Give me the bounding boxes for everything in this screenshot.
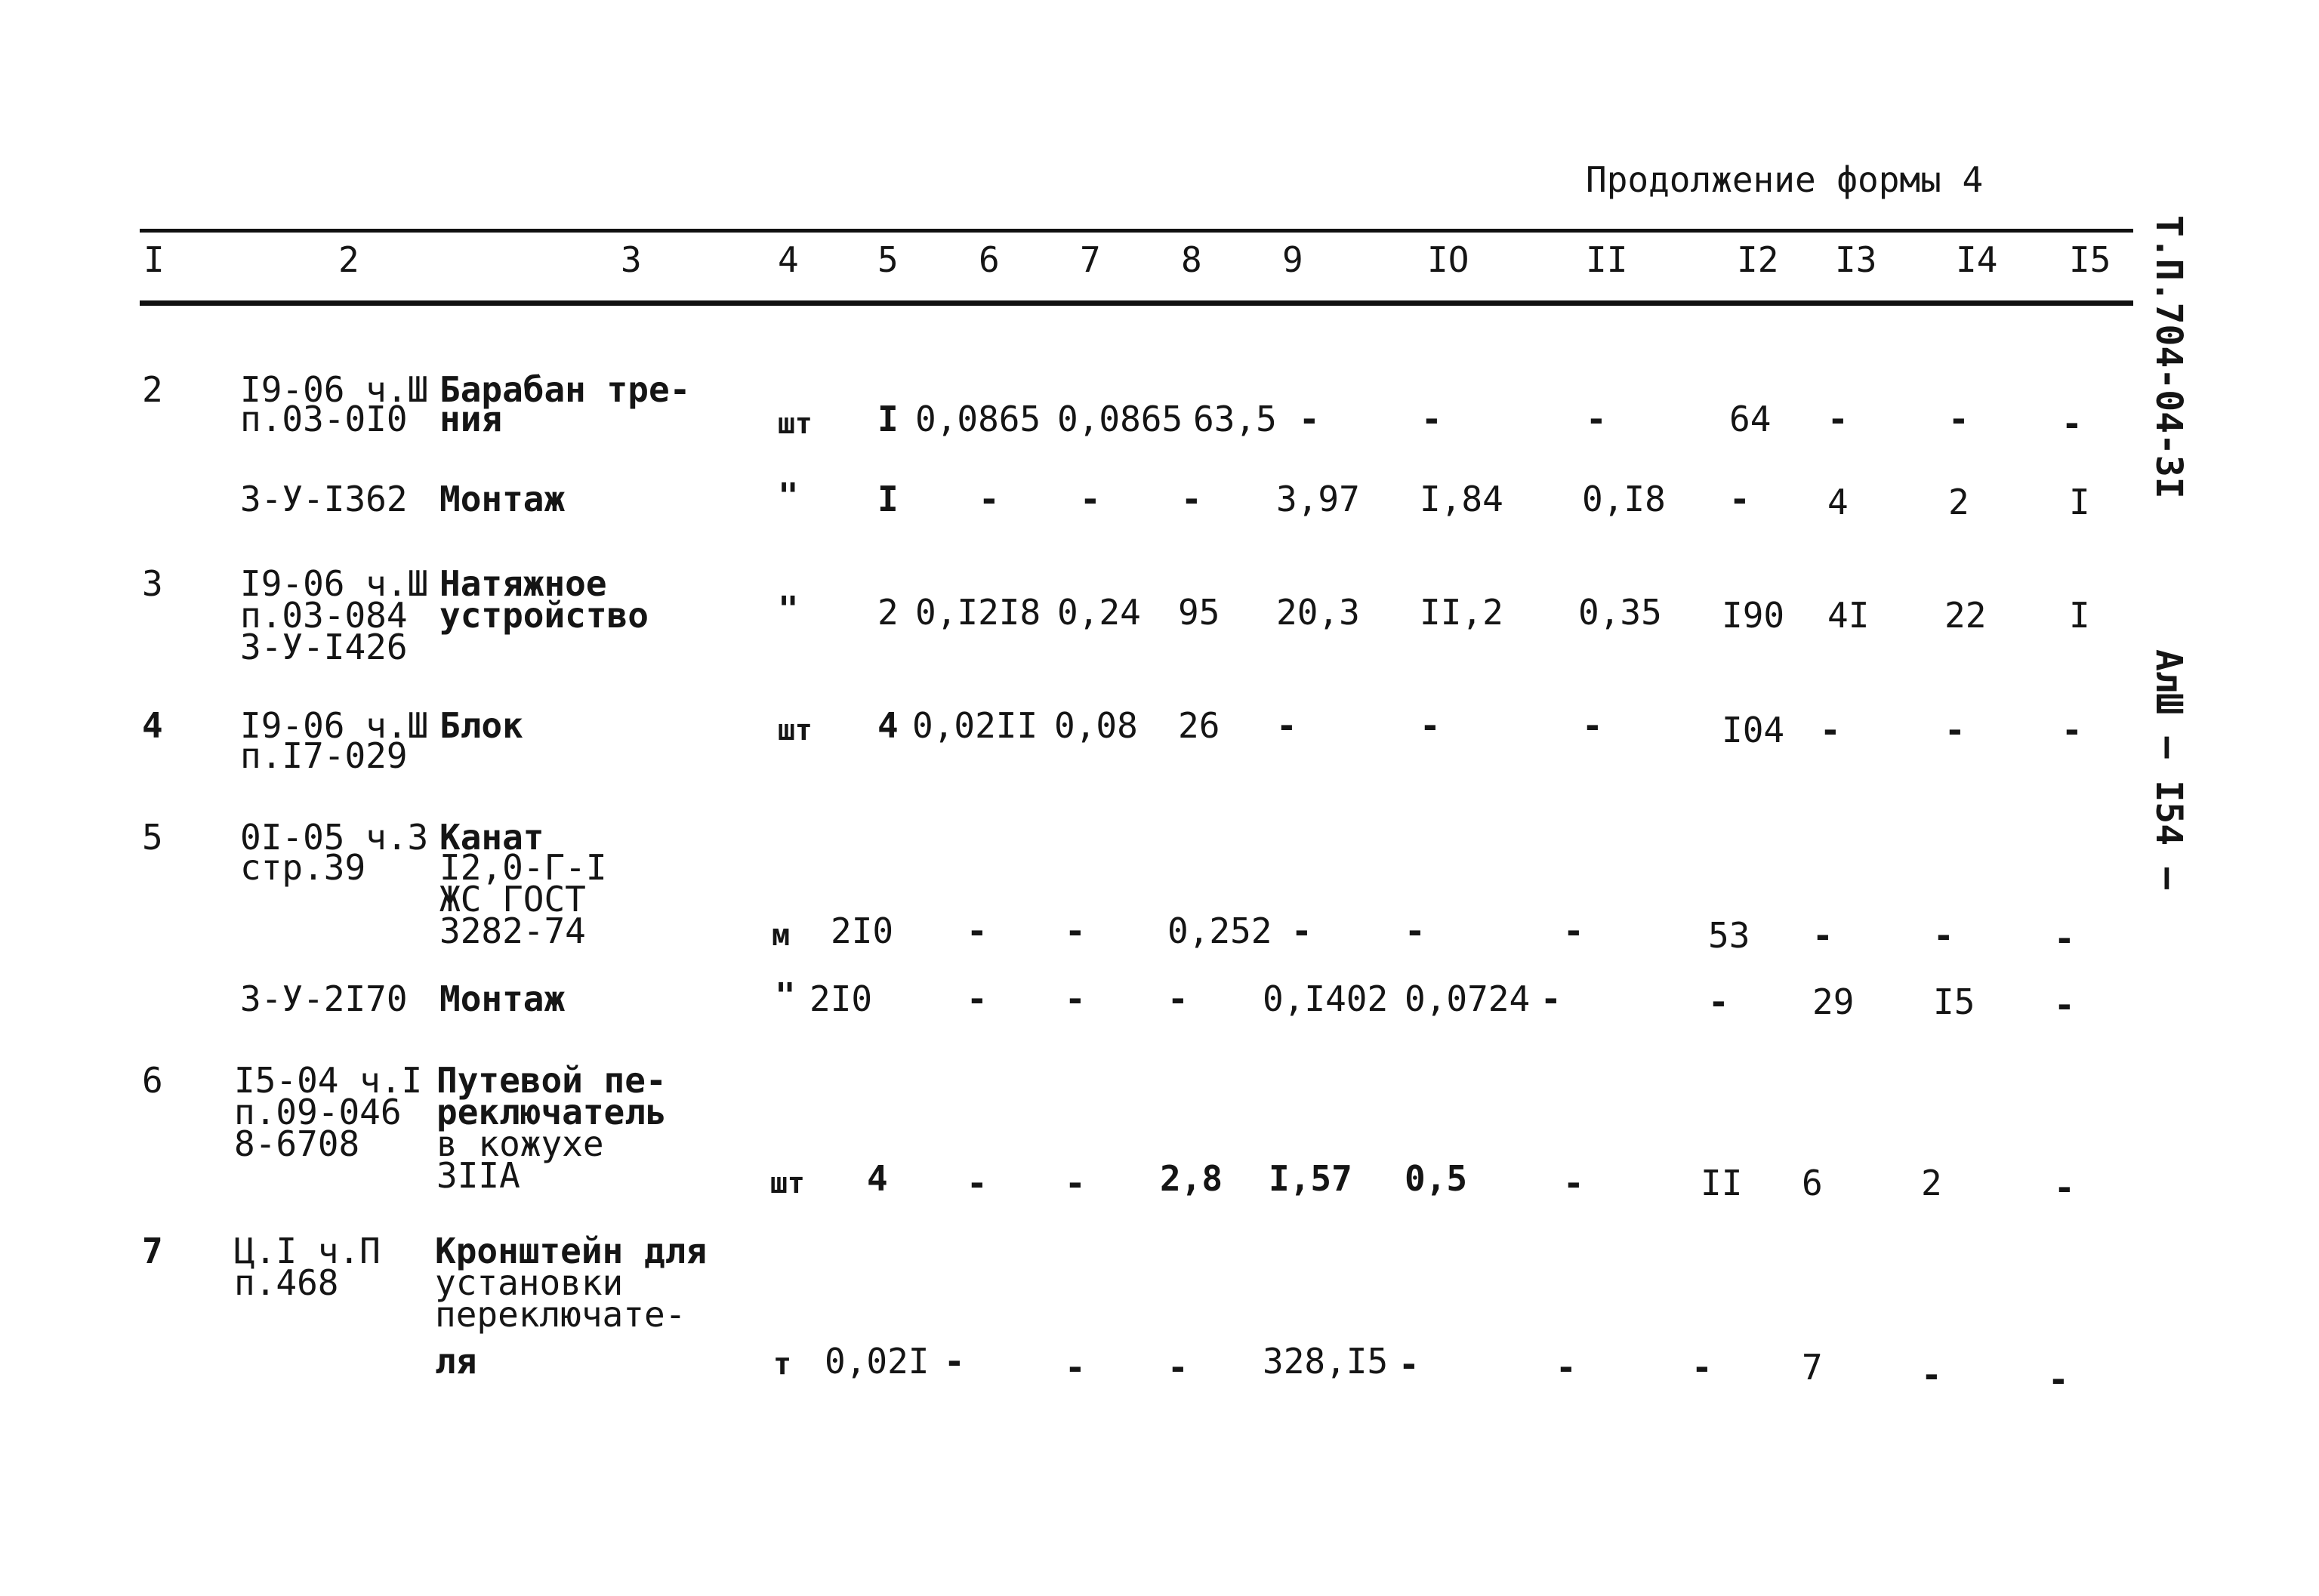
- cell-col13: 6: [1802, 1163, 1823, 1203]
- cell-col8: 2,8: [1160, 1158, 1223, 1199]
- cell-col6: -: [944, 1341, 965, 1382]
- cell-col14: I5: [1933, 981, 1975, 1022]
- col-header: I4: [1956, 239, 1998, 280]
- cell-col11: -: [1582, 705, 1603, 746]
- cell-col10: 0,5: [1405, 1158, 1468, 1199]
- reference-line: 8-6708: [234, 1123, 360, 1164]
- reference-line: п.I7-029: [240, 735, 408, 776]
- row-number: 3: [142, 563, 163, 604]
- reference-line: 3-У-2I70: [240, 978, 408, 1019]
- reference-line: стр.39: [240, 847, 366, 888]
- cell-col12: I04: [1722, 710, 1785, 750]
- cell-col9: -: [1291, 910, 1312, 951]
- item-name-line: Барабан тре-: [439, 369, 691, 410]
- cell-col7: 0,08: [1054, 705, 1138, 746]
- cell-col12: 64: [1729, 399, 1772, 439]
- item-name-line: 3282-74: [439, 910, 586, 951]
- cell-unit: т: [773, 1347, 792, 1382]
- cell-col9: 0,I402: [1263, 978, 1389, 1019]
- cell-quantity: I: [877, 399, 899, 439]
- cell-col14: 22: [1944, 595, 1987, 636]
- reference-line: п.03-0I0: [240, 399, 408, 439]
- cell-col12: -: [1708, 981, 1729, 1022]
- sheet-number-vertical: АлШ — I54 —: [2148, 649, 2190, 889]
- item-name-line: ЖС ГОСТ: [439, 879, 586, 920]
- cell-col7: 0,24: [1057, 592, 1141, 633]
- cell-col7: -: [1065, 978, 1086, 1019]
- cell-col8: 0,252: [1167, 910, 1272, 951]
- cell-unit: ": [778, 476, 799, 516]
- cell-col6: 0,I2I8: [915, 592, 1041, 633]
- cell-col15: -: [2062, 710, 2083, 750]
- row-number: 6: [142, 1060, 163, 1101]
- cell-col11: 0,35: [1578, 592, 1662, 633]
- cell-col13: 7: [1802, 1347, 1823, 1388]
- col-header: 9: [1282, 239, 1303, 280]
- cell-col10: 0,0724: [1405, 978, 1531, 1019]
- item-name-line: Канат: [439, 817, 544, 858]
- cell-col12: -: [1691, 1347, 1713, 1388]
- reference-line: п.09-046: [234, 1092, 402, 1132]
- cell-col13: -: [1812, 915, 1833, 956]
- col-header: IO: [1427, 239, 1469, 280]
- cell-col8: -: [1167, 1347, 1189, 1388]
- col-header: I5: [2069, 239, 2111, 280]
- cell-col8: 26: [1178, 705, 1220, 746]
- cell-quantity: I: [877, 479, 899, 519]
- cell-quantity: 4: [877, 705, 899, 746]
- cell-col6: 0,0865: [915, 399, 1041, 439]
- item-name-line: 3IIA: [436, 1155, 520, 1196]
- col-header: 4: [778, 239, 799, 280]
- cell-col14: -: [1944, 710, 1966, 750]
- reference-line: 0I-05 ч.3: [240, 817, 429, 858]
- item-name-line: I2,0-Г-I: [439, 847, 607, 888]
- cell-col11: -: [1540, 978, 1562, 1019]
- cell-col14: -: [1921, 1354, 1942, 1395]
- cell-col6: -: [967, 910, 988, 951]
- cell-col12: -: [1729, 479, 1750, 519]
- cell-col10: I,84: [1420, 479, 1503, 519]
- cell-quantity: 2I0: [831, 910, 894, 951]
- col-header: 6: [979, 239, 1000, 280]
- cell-col10: II,2: [1420, 592, 1503, 633]
- cell-col14: 2: [1948, 482, 1969, 522]
- reference-line: I9-06 ч.Ш: [240, 369, 429, 410]
- cell-col11: -: [1563, 910, 1584, 951]
- cell-col8: -: [1181, 479, 1202, 519]
- cell-unit: шт: [770, 1166, 805, 1200]
- cell-col6: -: [967, 1163, 988, 1203]
- cell-col12: 53: [1708, 915, 1750, 956]
- reference-line: 3-У-I362: [240, 479, 408, 519]
- reference-line: I9-06 ч.Ш: [240, 705, 429, 746]
- reference-line: п.03-084: [240, 595, 408, 636]
- item-name-line: реключатель: [436, 1092, 667, 1132]
- cell-col15: -: [2054, 1167, 2075, 1208]
- cell-col6: 0,02II: [912, 705, 1038, 746]
- cell-unit: шт: [778, 713, 813, 747]
- cell-col8: -: [1167, 978, 1189, 1019]
- cell-col15: -: [2054, 984, 2075, 1025]
- cell-col11: -: [1563, 1163, 1584, 1203]
- cell-col10: -: [1420, 705, 1441, 746]
- cell-col12: II: [1701, 1163, 1743, 1203]
- cell-quantity: 2: [877, 592, 899, 633]
- table-header-rule: [140, 300, 2133, 306]
- continuation-caption: Продолжение формы 4: [1586, 159, 1984, 200]
- cell-col11: 0,I8: [1582, 479, 1666, 519]
- cell-unit: шт: [778, 407, 813, 440]
- item-name-line: Натяжное: [439, 563, 607, 604]
- item-name-line: устройство: [439, 595, 649, 636]
- cell-col10: -: [1405, 910, 1426, 951]
- cell-unit: м: [772, 918, 791, 953]
- cell-col14: 2: [1921, 1163, 1942, 1203]
- item-name-line: ля: [435, 1341, 477, 1382]
- cell-col10: -: [1398, 1344, 1420, 1385]
- cell-col14: -: [1933, 915, 1954, 956]
- cell-col13: 4: [1827, 482, 1849, 522]
- col-header: 3: [621, 239, 642, 280]
- cell-col14: -: [1948, 399, 1969, 439]
- row-number: 7: [142, 1231, 163, 1271]
- cell-unit: ": [778, 589, 799, 630]
- cell-col13: -: [1820, 710, 1841, 750]
- cell-col13: -: [1827, 399, 1849, 439]
- reference-line: Ц.I ч.П: [234, 1231, 381, 1271]
- reference-line: I5-04 ч.I: [234, 1060, 423, 1101]
- cell-col9: -: [1276, 705, 1297, 746]
- cell-col11: -: [1556, 1347, 1577, 1388]
- cell-col7: -: [1065, 1163, 1086, 1203]
- item-name-line: Путевой пе-: [436, 1060, 667, 1101]
- item-name-line: ния: [439, 399, 503, 439]
- cell-col12: I90: [1722, 595, 1785, 636]
- reference-line: п.468: [234, 1262, 339, 1303]
- item-name-line: переключате-: [435, 1294, 686, 1335]
- cell-col11: -: [1586, 399, 1607, 439]
- cell-col7: -: [1065, 1347, 1086, 1388]
- item-name-line: Монтаж: [439, 978, 566, 1019]
- cell-col13: 29: [1812, 981, 1855, 1022]
- table-top-rule: [140, 229, 2133, 233]
- cell-col9: 20,3: [1276, 592, 1360, 633]
- cell-col7: 0,0865: [1057, 399, 1183, 439]
- col-header: I: [143, 239, 165, 280]
- col-header: 8: [1181, 239, 1202, 280]
- col-header: I2: [1737, 239, 1779, 280]
- cell-quantity: 4: [867, 1158, 888, 1199]
- cell-col8: 63,5: [1193, 399, 1277, 439]
- cell-col7: -: [1080, 479, 1101, 519]
- row-number: 4: [142, 705, 163, 746]
- cell-col15: I: [2069, 595, 2090, 636]
- cell-col6: -: [979, 479, 1000, 519]
- cell-col9: 3,97: [1276, 479, 1360, 519]
- cell-col6: -: [967, 978, 988, 1019]
- cell-col7: -: [1065, 910, 1086, 951]
- cell-quantity: 2I0: [809, 978, 873, 1019]
- item-name-line: в кожухе: [436, 1123, 604, 1164]
- cell-unit: ": [775, 975, 796, 1016]
- cell-col15: -: [2062, 403, 2083, 444]
- cell-col13: 4I: [1827, 595, 1870, 636]
- document-code-vertical: Т.П.704-04-3I: [2148, 215, 2190, 499]
- reference-line: I9-06 ч.Ш: [240, 563, 429, 604]
- item-name-line: установки: [435, 1262, 624, 1303]
- item-name-line: Кронштейн для: [435, 1231, 708, 1271]
- cell-col15: -: [2048, 1359, 2069, 1400]
- cell-col9: 328,I5: [1263, 1341, 1389, 1382]
- col-header: I3: [1835, 239, 1877, 280]
- row-number: 5: [142, 817, 163, 858]
- cell-col10: -: [1421, 399, 1442, 439]
- col-header: II: [1586, 239, 1628, 280]
- cell-col9: I,57: [1269, 1158, 1352, 1199]
- col-header: 2: [338, 239, 359, 280]
- cell-col15: I: [2069, 482, 2090, 522]
- reference-line: 3-У-I426: [240, 627, 408, 667]
- item-name-line: Блок: [439, 705, 523, 746]
- cell-col15: -: [2054, 918, 2075, 959]
- col-header: 7: [1080, 239, 1101, 280]
- cell-quantity: 0,02I: [825, 1341, 930, 1382]
- item-name-line: Монтаж: [439, 479, 566, 519]
- cell-col8: 95: [1178, 592, 1220, 633]
- col-header: 5: [877, 239, 899, 280]
- row-number: 2: [142, 369, 163, 410]
- cell-col9: -: [1299, 399, 1320, 439]
